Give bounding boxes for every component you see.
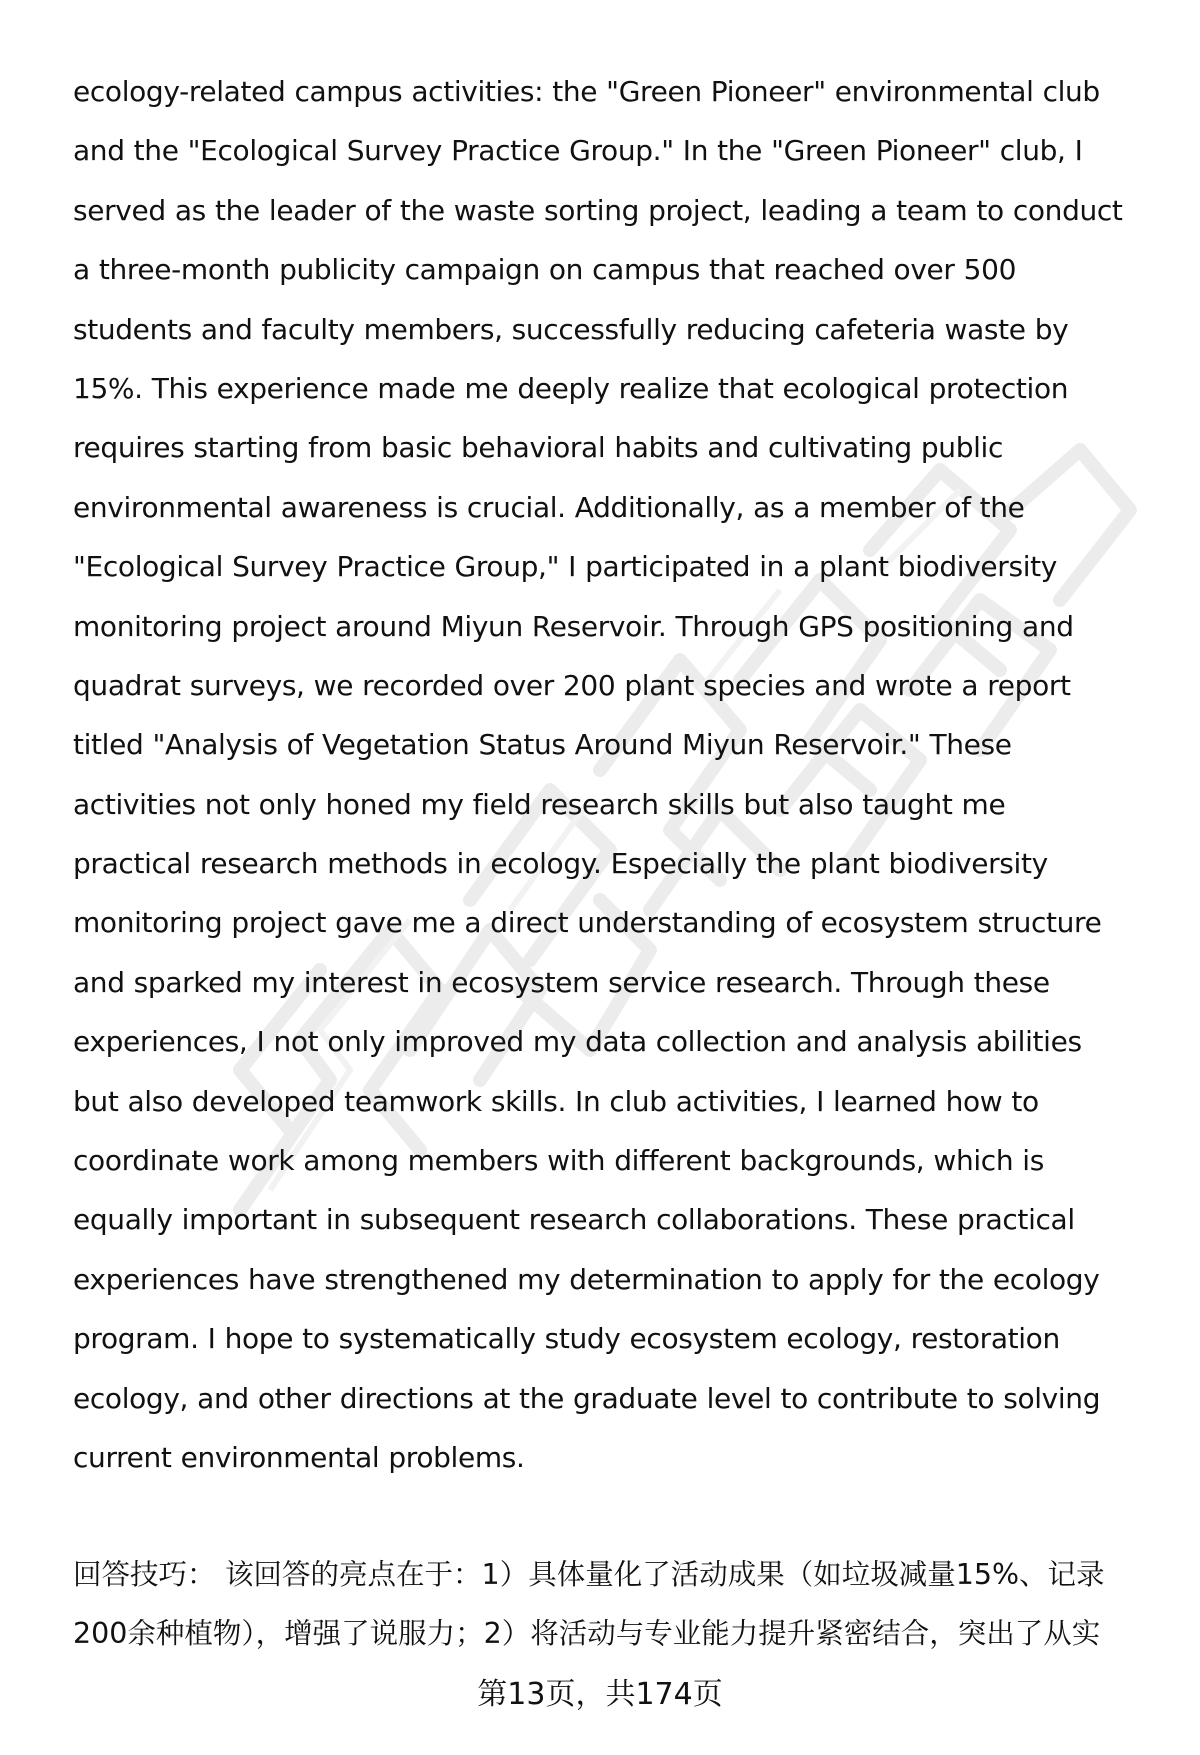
paragraph-line: students and faculty members, successfully reducing cafeteria waste by: [73, 312, 1069, 346]
paragraph-line: titled "Analysis of Vegetation Status Around Miyun Reservoir." These: [73, 728, 1012, 762]
paragraph-line: program. I hope to systematically study ecosystem ecology, restoration: [73, 1322, 1060, 1356]
answer-tips: [73, 1545, 1183, 1664]
paragraph-line: ecology-related campus activities: the "Green Pioneer" environmental club: [73, 75, 1100, 108]
paragraph-line: current environmental problems.: [73, 1440, 525, 1474]
paragraph-line: equally important in subsequent research collaborations. These practical: [73, 1203, 1075, 1237]
paragraph-line: coordinate work among members with different backgrounds, which is: [73, 1144, 1044, 1178]
paragraph-line: activities not only honed my field research skills but also taught me: [73, 787, 1006, 821]
paragraph-line: and sparked my interest in ecosystem service research. Through these: [73, 965, 1050, 999]
page-number-footer: 第13页，共174页: [477, 1677, 723, 1712]
paragraph-line: and the "Ecological Survey Practice Group." In the "Green Pioneer" club, I: [73, 134, 1083, 168]
tips-line: 回答技巧： 该回答的亮点在于：1）具体量化了活动成果（如垃圾减量15%、记录: [73, 1558, 1105, 1591]
paragraph-line: requires starting from basic behavioral habits and cultivating public: [73, 431, 1004, 465]
paragraph-line: monitoring project around Miyun Reservoir. Through GPS positioning and: [73, 609, 1074, 643]
paragraph-line: monitoring project gave me a direct understanding of ecosystem structure: [73, 906, 1102, 940]
paragraph-line: served as the leader of the waste sorting project, leading a team to conduct: [73, 193, 1123, 227]
paragraph-line: experiences, I not only improved my data collection and analysis abilities: [73, 1025, 1082, 1059]
paragraph-line: experiences have strengthened my determination to apply for the ecology: [73, 1262, 1100, 1296]
paragraph-line: 15%. This experience made me deeply realize that ecological protection: [73, 371, 1069, 405]
tips-line: 200余种植物），增强了说服力；2）将活动与专业能力提升紧密结合，突出了从实: [73, 1617, 1101, 1651]
paragraph-line: but also developed teamwork skills. In club activities, I learned how to: [73, 1084, 1039, 1118]
answer-paragraph: [73, 62, 1183, 1487]
paragraph-line: quadrat surveys, we recorded over 200 plant species and wrote a report: [73, 668, 1071, 702]
paragraph-line: a three-month publicity campaign on campus that reached over 500: [73, 253, 1017, 287]
paragraph-line: environmental awareness is crucial. Additionally, as a member of the: [73, 490, 1025, 524]
paragraph-line: "Ecological Survey Practice Group," I participated in a plant biodiversity: [73, 550, 1057, 584]
paragraph-line: ecology, and other directions at the graduate level to contribute to solving: [73, 1381, 1101, 1415]
paragraph-line: practical research methods in ecology. Especially the plant biodiversity: [73, 847, 1048, 881]
